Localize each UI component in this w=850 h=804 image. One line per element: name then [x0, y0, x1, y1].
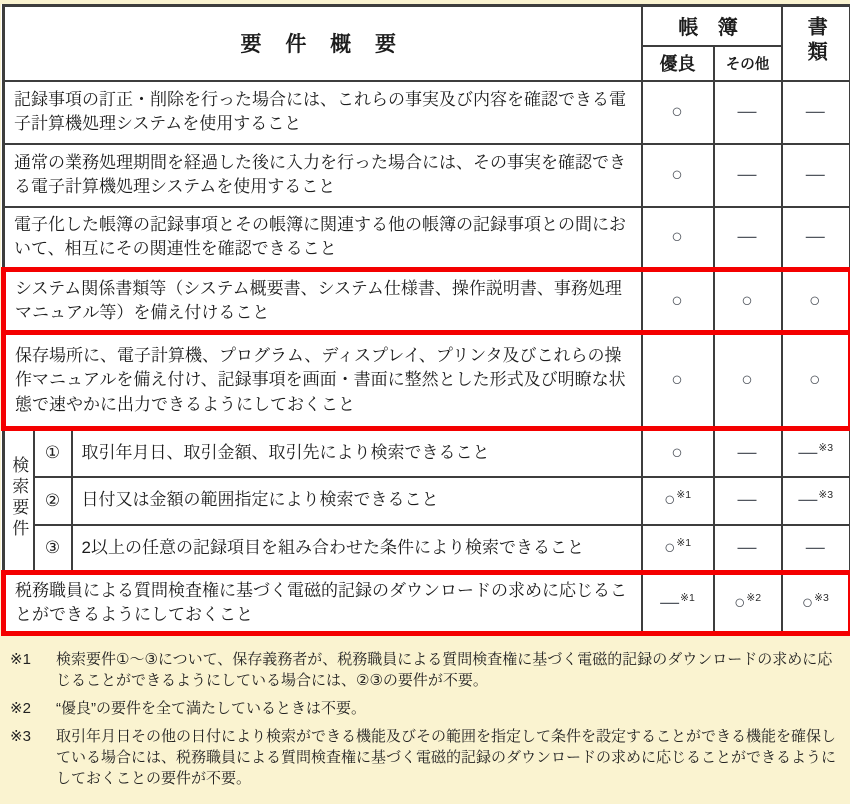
mark-cell-excellent	[642, 333, 714, 429]
search-row	[4, 429, 850, 477]
mark-symbol: —	[737, 164, 757, 186]
requirement-text: 日付又は金額の範囲指定により検索できること	[72, 477, 642, 525]
mark-cell-documents	[782, 573, 850, 634]
table-row-highlighted	[4, 333, 850, 429]
search-item-number: ③	[34, 525, 72, 573]
mark-symbol: —	[737, 442, 757, 464]
search-requirements-group-label	[4, 429, 34, 573]
header-row-top	[4, 6, 850, 46]
mark-cell-excellent	[642, 525, 714, 573]
mark-symbol: ○	[671, 226, 683, 248]
requirement-text: 税務職員による質問検査権に基づく電磁的記録のダウンロードの求めに応じることができるようにしておくこと	[4, 573, 642, 634]
mark-symbol: —	[805, 164, 825, 186]
mark-cell-documents	[782, 477, 850, 525]
table-row	[4, 207, 850, 270]
mark-cell-documents	[782, 270, 850, 333]
search-item-number: ②	[34, 477, 72, 525]
mark-symbol: ○	[671, 101, 683, 123]
mark-cell-documents	[782, 207, 850, 270]
mark-note: ※1	[676, 536, 692, 549]
mark-cell-excellent	[642, 81, 714, 144]
mark-cell-other	[714, 525, 782, 573]
mark-cell-other	[714, 207, 782, 270]
requirements-table	[1, 4, 850, 636]
footnote	[10, 726, 840, 789]
mark-symbol: —	[798, 442, 818, 464]
mark-symbol: —	[737, 536, 757, 558]
footnote-text: 取引年月日その他の日付により検索ができる機能及びその範囲を指定して条件を設定することができる機能を確保している場合には、税務職員による質問検査権に基づく電磁的記録のダウンロードの求めに応じることができるようにしておくことの要件が不要。	[56, 728, 837, 788]
mark-note: ※1	[676, 489, 692, 502]
mark-cell-documents	[782, 429, 850, 477]
footnote-marker: ※2	[10, 700, 31, 718]
mark-note: ※1	[680, 591, 695, 604]
mark-symbol: ○	[671, 290, 683, 312]
mark-cell-documents	[782, 144, 850, 207]
header-documents	[782, 6, 850, 81]
footnote-marker: ※3	[10, 728, 31, 746]
mark-cell-other	[714, 477, 782, 525]
mark-note: ※3	[814, 591, 829, 604]
mark-symbol: —	[737, 489, 757, 511]
table-row-highlighted	[4, 270, 850, 333]
mark-cell-excellent	[642, 477, 714, 525]
mark-symbol: —	[737, 226, 757, 248]
mark-cell-other	[714, 333, 782, 429]
header-requirements-overview: 要 件 概 要	[4, 6, 642, 81]
search-row	[4, 525, 850, 573]
mark-cell-documents	[782, 525, 850, 573]
mark-symbol: ○	[741, 369, 753, 391]
mark-symbol: —	[660, 592, 680, 614]
mark-symbol: —	[737, 101, 757, 123]
mark-cell-excellent	[642, 207, 714, 270]
search-row	[4, 477, 850, 525]
mark-symbol: ○	[809, 290, 821, 312]
mark-symbol: ○	[671, 164, 683, 186]
mark-symbol: ○	[733, 592, 746, 614]
footnote-marker: ※1	[10, 651, 31, 669]
mark-note: ※3	[818, 442, 834, 455]
footnotes-section	[1, 636, 848, 789]
header-books: 帳 簿	[642, 6, 782, 46]
requirement-text: 電子化した帳簿の記録事項とその帳簿に関連する他の帳簿の記録事項との間において、相互にその関連性を確認できること	[4, 207, 642, 270]
search-item-number: ①	[34, 429, 72, 477]
mark-cell-other	[714, 429, 782, 477]
footnote-text: 検索要件①～③について、保存義務者が、税務職員による質問検査権に基づく電磁的記録のダウンロードの求めに応じることができるようにしている場合には、②③の要件が不要。	[56, 651, 833, 690]
table-row	[4, 144, 850, 207]
requirement-text: 記録事項の訂正・削除を行った場合には、これらの事実及び内容を確認できる電子計算機処理システムを使用すること	[4, 81, 642, 144]
mark-symbol: ○	[671, 369, 683, 391]
mark-note: ※2	[746, 591, 762, 604]
header-books-excellent: 優良	[642, 46, 714, 81]
mark-symbol: ○	[809, 369, 821, 391]
requirement-text: システム関係書類等（システム概要書、システム仕様書、操作説明書、事務処理マニュアル等）を備え付けること	[4, 270, 642, 333]
mark-symbol: ○	[663, 489, 676, 511]
mark-cell-other	[714, 81, 782, 144]
mark-cell-other	[714, 144, 782, 207]
header-books-other: その他	[714, 46, 782, 81]
mark-cell-other	[714, 573, 782, 634]
mark-symbol: ○	[741, 290, 753, 312]
requirement-text: 通常の業務処理期間を経過した後に入力を行った場合には、その事実を確認できる電子計算機処理システムを使用すること	[4, 144, 642, 207]
mark-cell-excellent	[642, 429, 714, 477]
mark-note: ※3	[818, 489, 834, 502]
mark-symbol: ○	[663, 536, 676, 558]
requirement-text: 取引年月日、取引金額、取引先により検索できること	[72, 429, 642, 477]
mark-symbol: ○	[671, 442, 683, 464]
table-row	[4, 81, 850, 144]
mark-symbol: —	[798, 489, 818, 511]
mark-symbol: —	[805, 536, 825, 558]
header-documents-label: 書類	[804, 15, 827, 66]
requirement-text: 保存場所に、電子計算機、プログラム、ディスプレイ、プリンタ及びこれらの操作マニュアルを備え付け、記録事項を画面・書面に整然とした形式及び明瞭な状態で速やかに出力できるようにしておくこと	[4, 333, 642, 429]
mark-symbol: —	[805, 226, 825, 248]
search-requirements-label: 検索要件	[9, 456, 29, 540]
mark-cell-documents	[782, 81, 850, 144]
footnote	[10, 698, 840, 719]
mark-cell-excellent	[642, 144, 714, 207]
mark-cell-documents	[782, 333, 850, 429]
requirement-text: 2以上の任意の記録項目を組み合わせた条件により検索できること	[72, 525, 642, 573]
footnote	[10, 649, 840, 691]
mark-cell-excellent	[642, 573, 714, 634]
mark-cell-other	[714, 270, 782, 333]
table-row-highlighted	[4, 573, 850, 634]
mark-cell-excellent	[642, 270, 714, 333]
mark-symbol: —	[805, 101, 825, 123]
footnote-text: “優良”の要件を全て満たしているときは不要。	[56, 700, 366, 718]
mark-symbol: ○	[801, 592, 814, 614]
